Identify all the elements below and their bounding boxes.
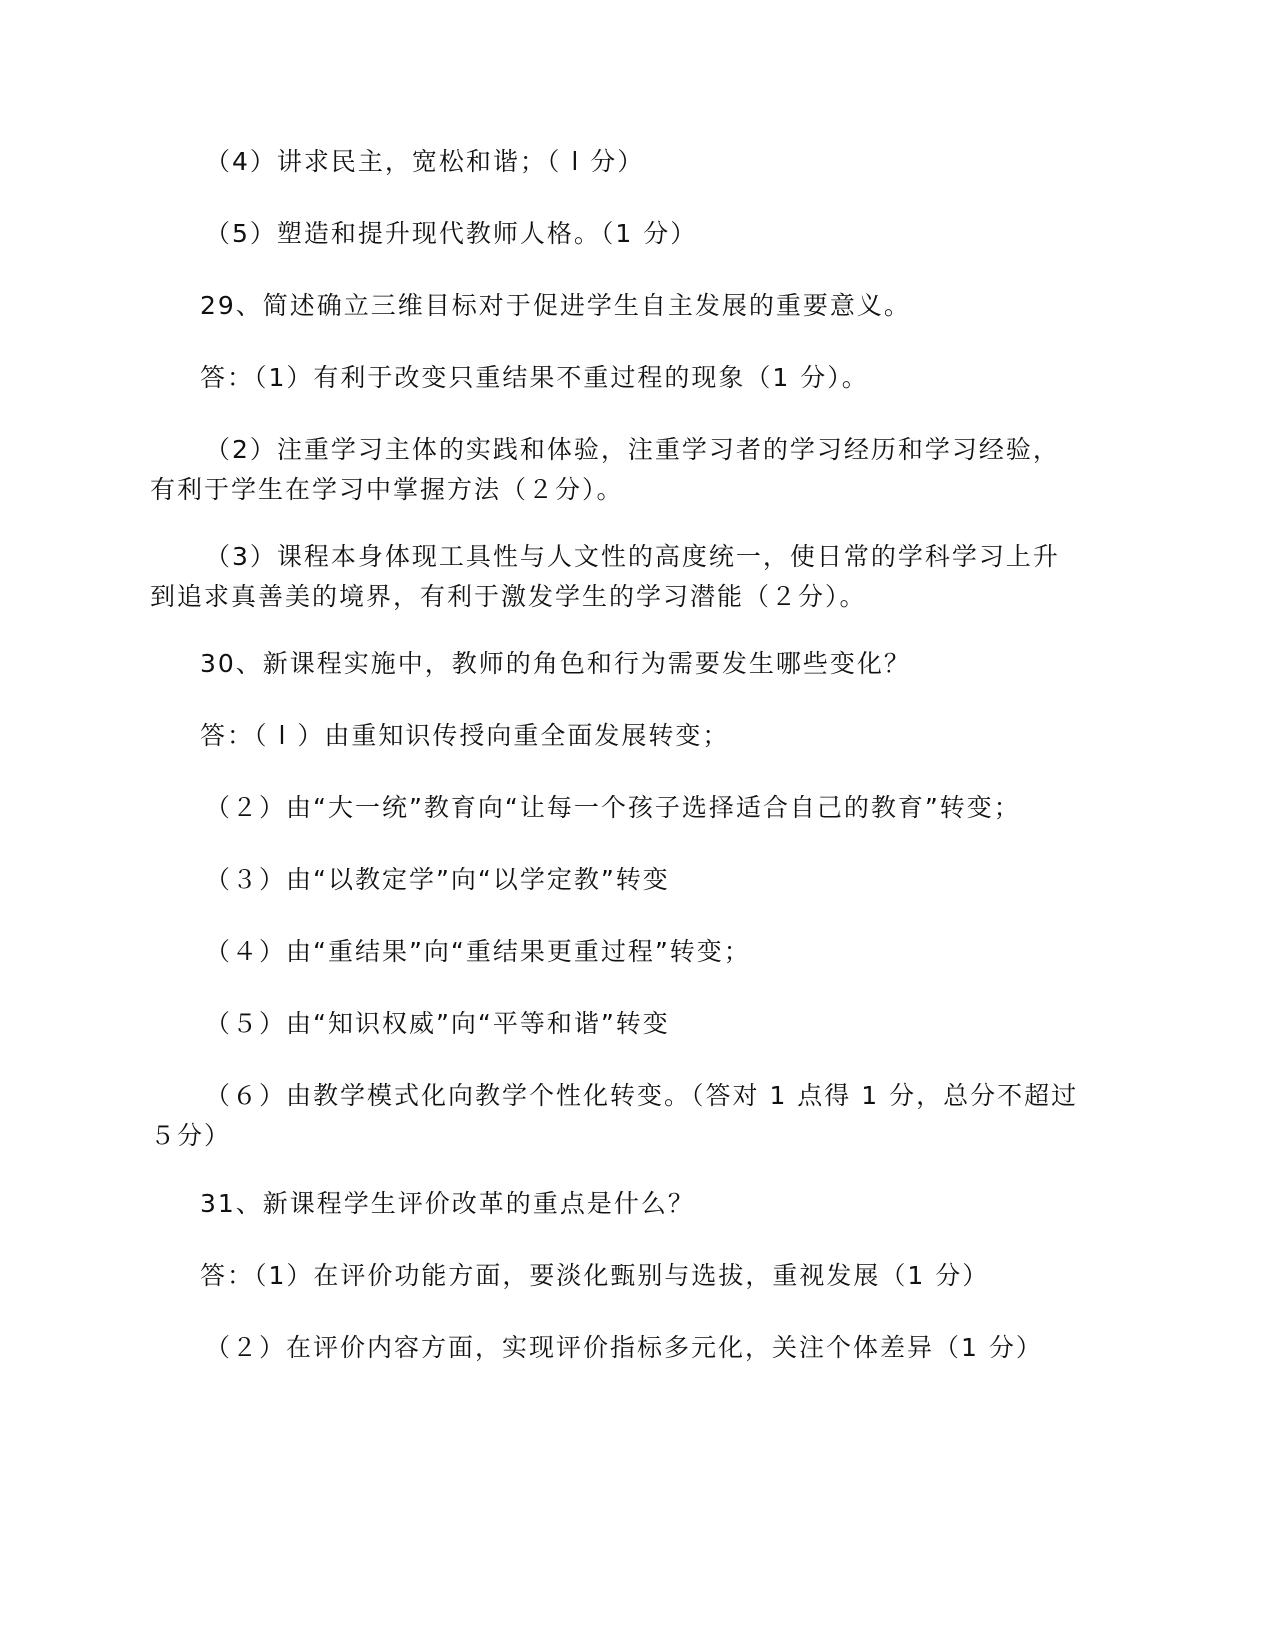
answer-item-5: （5）塑造和提升现代教师人格。（1 分） [205, 219, 698, 248]
answer-item-4: （4）讲求民主，宽松和谐；（ l 分） [205, 147, 645, 176]
answer-30-item-1: 答：（ l ）由重知识传授向重全面发展转变； [200, 721, 730, 750]
answer-30-item-5: （５）由“知识权威”向“平等和谐”转变 [205, 1009, 670, 1038]
answer-29-item-1: 答：（1）有利于改变只重结果不重过程的现象（1 分）。 [200, 363, 869, 392]
answer-29-item-3-line-2: 到追求真善美的境界，有利于激发学生的学习潜能（２分）。 [150, 582, 867, 611]
answer-30-item-2: （２）由“大一统”教育向“让每一个孩子选择适合自己的教育”转变； [205, 793, 1021, 822]
answer-30-item-4: （４）由“重结果”向“重结果更重过程”转变； [205, 937, 751, 966]
question-31: 31、新课程学生评价改革的重点是什么？ [200, 1189, 695, 1218]
answer-29-item-2 [150, 430, 1140, 510]
answer-29-item-3-line-1: （3）课程本身体现工具性与人文性的高度统一，使日常的学科学习上升 [205, 542, 1060, 571]
answer-31-item-2: （２）在评价内容方面，实现评价指标多元化，关注个体差异（1 分） [205, 1333, 1043, 1362]
question-29: 29、简述确立三维目标对于促进学生自主发展的重要意义。 [200, 291, 911, 320]
question-30: 30、新课程实施中，教师的角色和行为需要发生哪些变化？ [200, 649, 911, 678]
answer-30-item-3: （３）由“以教定学”向“以学定教”转变 [205, 865, 670, 894]
answer-30-item-6-line-1: （６）由教学模式化向教学个性化转变。（答对 1 点得 1 分，总分不超过 [205, 1081, 1079, 1110]
answer-30-item-6-line-2: ５分） [150, 1121, 232, 1150]
answer-29-item-3 [150, 537, 1140, 617]
answer-29-item-2-line-1: （2）注重学习主体的实践和体验，注重学习者的学习经历和学习经验， [205, 435, 1060, 464]
answer-30-item-6 [150, 1076, 1140, 1156]
answer-31-item-1: 答：（1）在评价功能方面，要淡化甄别与选拔，重视发展（1 分） [200, 1261, 990, 1290]
answer-29-item-2-line-2: 有利于学生在学习中掌握方法（２分）。 [150, 475, 624, 504]
